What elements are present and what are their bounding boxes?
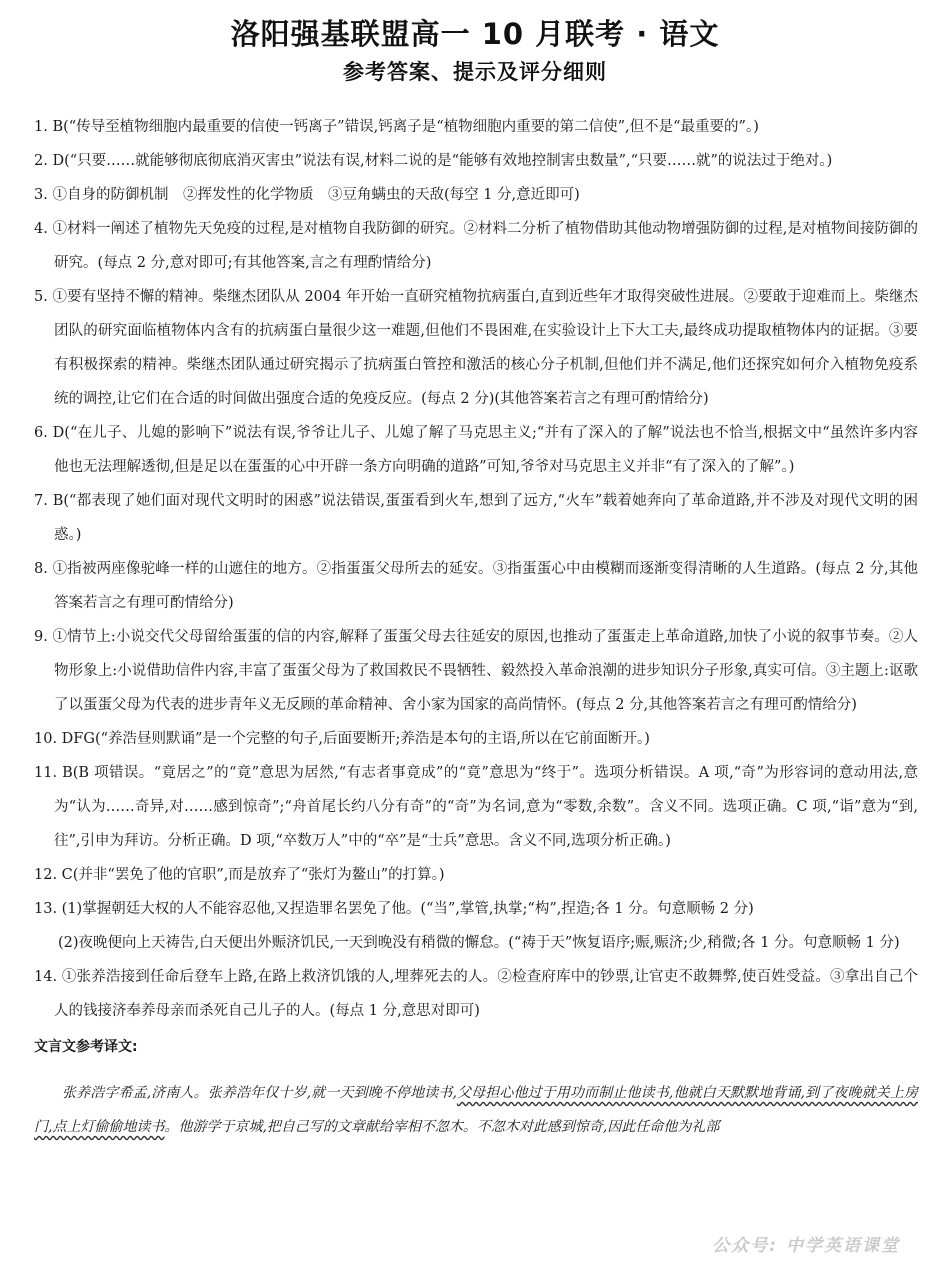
answer-list	[34, 110, 918, 1158]
answer-item-11: 11. B(B 项错误。“竟居之”的“竟”意思为居然,“有志者事竟成”的“竟”意思为“终于”。选项分析错误。A 项,“奇”为形容词的意动用法,意为“认为……奇异,对……感到惊奇”;“舟首尾长约八分有奇”的“奇”为名词,意为“零数,余数”。含义不同。选项正确。C 项,“诣”意为“到,往”,引申为拜访。分析正确。D 项,“卒数万人”中的“卒”是“士兵”意思。含义不同,选项分析正确。)	[34, 765, 918, 849]
answer-item-12: 12. C(并非“罢免了他的官职”,而是放弃了“张灯为鳌山”的打算。)	[34, 867, 445, 883]
answer-item-9: 9. ①情节上:小说交代父母留给蛋蛋的信的内容,解释了蛋蛋父母去往延安的原因,也推动了蛋蛋走上革命道路,加快了小说的叙事节奏。②人物形象上:小说借助信件内容,丰富了蛋蛋父母为了救国救民不畏牺牲、毅然投入革命浪潮的进步知识分子形象,真实可信。③主题上:讴歌了以蛋蛋父母为代表的进步青年义无反顾的革命精神、舍小家为国家的高尚情怀。(每点 2 分,其他答案若言之有理可酌情给分)	[34, 629, 918, 713]
translation-heading: 文言文参考译文:	[34, 1039, 138, 1055]
answer-item-13-2: (2)夜晚便向上天祷告,白天便出外赈济饥民,一天到晚没有稍微的懈怠。(“祷于天”恢复语序;赈,赈济;少,稍微;各 1 分。句意顺畅 1 分)	[58, 935, 900, 951]
page-title: 洛阳强基联盟高一 10 月联考 · 语文	[230, 17, 720, 51]
answer-item-7: 7. B(“都表现了她们面对现代文明时的困惑”说法错误,蛋蛋看到火车,想到了远方,“火车”载着她奔向了革命道路,并不涉及对现代文明的困惑。)	[34, 493, 918, 543]
answer-item-5: 5. ①要有坚持不懈的精神。柴继杰团队从 2004 年开始一直研究植物抗病蛋白,直到近些年才取得突破性进展。②要敢于迎难而上。柴继杰团队的研究面临植物体内含有的抗病蛋白量很少这一难题,但他们不畏困难,在实验设计上下大工夫,最终成功提取植物体内的证据。③要有积极探索的精神。柴继杰团队通过研究揭示了抗病蛋白管控和激活的核心分子机制,但他们并不满足,他们还探究如何介入植物免疫系统的调控,让它们在合适的时间做出强度合适的免疫反应。(每点 2 分)(其他答案若言之有理可酌情给分)	[34, 289, 918, 407]
watermark: 公众号: 中学英语课堂	[712, 1236, 900, 1256]
answer-item-6: 6. D(“在儿子、儿媳的影响下”说法有误,爷爷让儿子、儿媳了解了马克思主义;“并有了深入的了解”说法也不恰当,根据文中“虽然许多内容他也无法理解透彻,但是足以在蛋蛋的心中开辟一条方向明确的道路”可知,爷爷对马克思主义并非“有了深入的了解”。)	[34, 425, 918, 475]
page-subtitle: 参考答案、提示及评分细则	[343, 60, 607, 84]
translation-text-underlined: 父母担心他过于用功而制止他读书,他就白天默默地背诵,到了夜晚就关上房门,点上灯偷偷地读书	[34, 1085, 918, 1135]
translation-paragraph	[34, 1076, 918, 1144]
answer-item-14: 14. ①张养浩接到任命后登车上路,在路上救济饥饿的人,埋葬死去的人。②检查府库中的钞票,让官吏不敢舞弊,使百姓受益。③拿出自己个人的钱接济奉养母亲而杀死自己儿子的人。(每点 1 分,意思对即可)	[34, 969, 918, 1019]
translation-text-1: 张养浩字希孟,济南人。张养浩年仅十岁,就一天到晚不停地读书,	[62, 1085, 457, 1101]
answer-item-8: 8. ①指被两座像驼峰一样的山遮住的地方。②指蛋蛋父母所去的延安。③指蛋蛋心中由模糊而逐渐变得清晰的人生道路。(每点 2 分,其他答案若言之有理可酌情给分)	[34, 561, 918, 611]
translation-text-2: 。他游学于京城,把自己写的文章献给宰相不忽木。不忽木对此感到惊奇,因此任命他为礼部	[164, 1119, 720, 1135]
answer-item-2: 2. D(“只要……就能够彻底彻底消灭害虫”说法有误,材料二说的是“能够有效地控制害虫数量”,“只要……就”的说法过于绝对。)	[34, 153, 833, 169]
answer-item-10: 10. DFG(“养浩昼则默诵”是一个完整的句子,后面要断开;养浩是本句的主语,所以在它前面断开。)	[34, 731, 650, 747]
answer-item-13-1: 13. (1)掌握朝廷大权的人不能容忍他,又捏造罪名罢免了他。(“当”,掌管,执掌;“构”,捏造;各 1 分。句意顺畅 2 分)	[34, 901, 754, 917]
answer-item-4: 4. ①材料一阐述了植物先天免疫的过程,是对植物自我防御的研究。②材料二分析了植物借助其他动物增强防御的过程,是对植物间接防御的研究。(每点 2 分,意对即可;有其他答案,言之有理酌情给分)	[34, 221, 918, 271]
answer-item-3: 3. ①自身的防御机制 ②挥发性的化学物质 ③豆角螨虫的天敌(每空 1 分,意近即可)	[34, 187, 580, 203]
answer-item-1: 1. B(“传导至植物细胞内最重要的信使一钙离子”错误,钙离子是“植物细胞内重要的第二信使”,但不是“最重要的”。)	[34, 119, 759, 135]
